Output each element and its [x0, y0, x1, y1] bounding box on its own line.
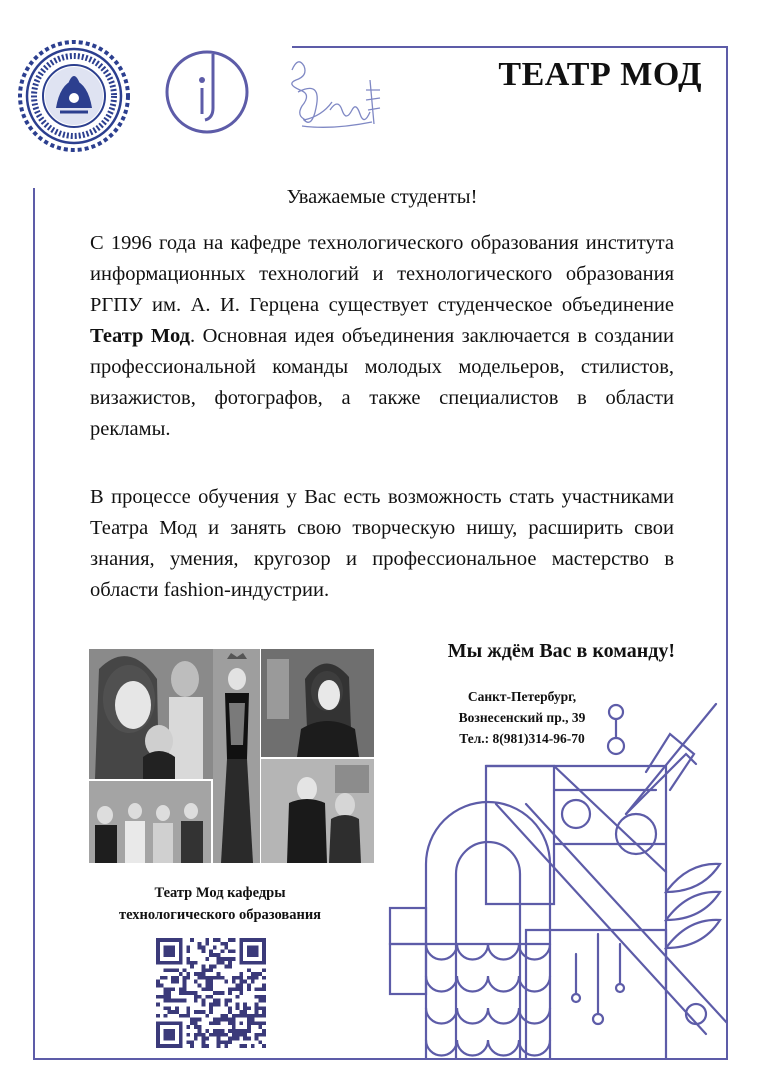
university-seal-logo: [16, 38, 132, 154]
photo-model-portrait: [261, 759, 374, 863]
theatre-name: Театр Мод: [90, 325, 191, 347]
photo-dress-model: [213, 649, 260, 863]
caption-line-2: технологического образования: [118, 907, 322, 923]
photo-caption: [70, 882, 370, 926]
photo-makeup-artist: [261, 649, 374, 757]
paragraph-intro-text: С 1996 года на кафедре технологического образования института информационных технологий и технологического образования РГПУ им. А. И. Герцена существует студенческое объединение: [90, 232, 674, 316]
signature-image: [282, 50, 394, 138]
qr-code[interactable]: [156, 938, 266, 1048]
address-street: Вознесенский пр., 39: [458, 710, 586, 725]
paragraph-intro: [90, 228, 674, 445]
address-city: Санкт-Петербург,: [467, 689, 577, 704]
institute-logo: [163, 48, 251, 136]
photo-models-backstage: [89, 649, 213, 779]
paragraph-opportunity: В процессе обучения у Вас есть возможность стать участниками Театра Мод и занять свою творческую нишу, расширить свои знания, умения, кругозор и профессиональное мастерство в области fashion-индустрии.: [90, 486, 674, 601]
photo-collage: [89, 649, 374, 863]
decorative-geometric-pattern: [376, 694, 728, 1060]
greeting: Уважаемые студенты!: [286, 186, 478, 208]
invitation-heading: Мы ждём Вас в команду!: [447, 640, 675, 662]
photo-group-rehearsal: [89, 781, 211, 863]
page-title: ТЕАТР МОД: [498, 56, 702, 93]
caption-line-1: Театр Мод кафедры: [154, 885, 286, 901]
paragraph-intro-text-end: . Основная идея объединения заключается в создании профессиональной команды молодых модельеров, стилистов, визажистов, фотографов, а также специалистов в области рекламы.: [90, 325, 674, 440]
address-phone: Тел.: 8(981)314-96-70: [459, 731, 585, 746]
